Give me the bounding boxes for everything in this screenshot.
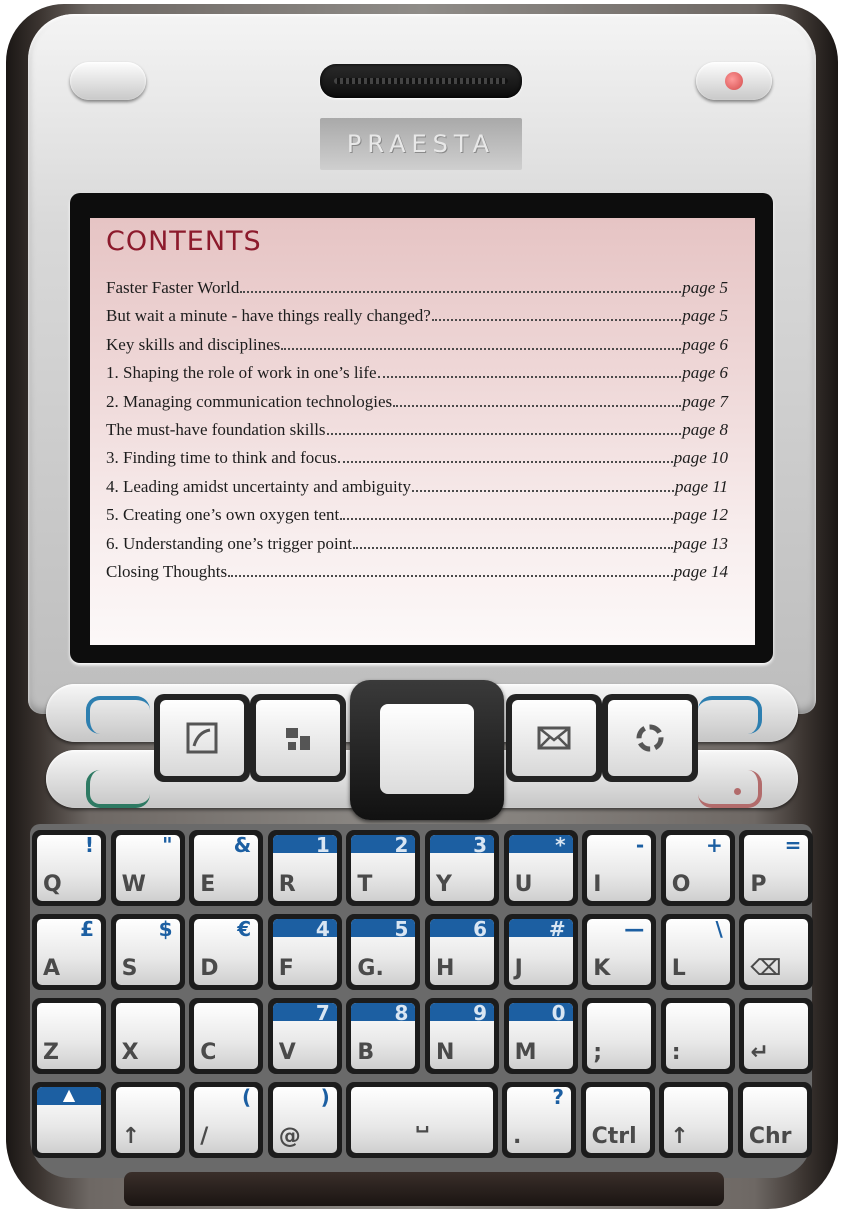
key-label: Y [436, 872, 452, 897]
key-label: E [200, 872, 216, 897]
key-label: Q [43, 872, 62, 897]
key[interactable] [111, 914, 185, 990]
toc-entry[interactable]: 4. Leading amidst uncertainty and ambiguity page 11 [106, 476, 728, 496]
key[interactable] [111, 830, 185, 906]
key-label: B [357, 1040, 375, 1065]
key-alt-label: 3 [473, 835, 487, 857]
key-label: . [513, 1124, 522, 1149]
navigation-panel [46, 680, 798, 820]
key-alt-label: 7 [315, 1003, 330, 1025]
key[interactable] [425, 830, 499, 906]
table-of-contents [106, 278, 728, 590]
key-cap [744, 919, 808, 985]
notes-icon [182, 718, 222, 758]
power-indicator-icon [725, 72, 743, 90]
key-alt-label: = [784, 835, 802, 857]
key[interactable] [582, 830, 656, 906]
mail-button[interactable] [506, 694, 602, 782]
key-cap [194, 919, 258, 985]
left-top-button[interactable] [70, 62, 146, 100]
key-label: ↑ [670, 1124, 689, 1149]
key-cap [587, 835, 651, 901]
toc-entry[interactable]: But wait a minute - have things really changed? page 5 [106, 306, 728, 326]
toc-entry[interactable]: 5. Creating one’s own oxygen tent page 12 [106, 505, 728, 525]
key[interactable] [32, 914, 106, 990]
key-label: ; [593, 1040, 602, 1065]
key[interactable] [189, 914, 263, 990]
key-cap [351, 835, 415, 901]
bottom-bezel [124, 1172, 724, 1206]
toc-entry[interactable]: 6. Understanding one’s trigger point page 13 [106, 533, 728, 553]
key[interactable] [738, 1082, 812, 1158]
key-alt-label: 6 [473, 919, 487, 941]
key-label: Z [43, 1040, 59, 1065]
key-label: F [278, 956, 294, 981]
key-cap [430, 1003, 494, 1069]
key[interactable] [661, 830, 735, 906]
key-cap [37, 1087, 101, 1153]
key[interactable] [346, 998, 420, 1074]
key[interactable] [32, 830, 106, 906]
key-label: V [278, 1040, 296, 1065]
toc-entry[interactable]: Closing Thoughts page 14 [106, 561, 728, 581]
key[interactable] [268, 914, 342, 990]
key-cap [509, 835, 573, 901]
end-call-dot [734, 788, 741, 795]
key-cap [194, 1087, 258, 1153]
qwerty-keyboard [30, 824, 812, 1178]
key[interactable] [346, 830, 420, 906]
key[interactable] [346, 1082, 498, 1158]
call-right-icon[interactable] [698, 770, 762, 808]
key-cap [430, 919, 494, 985]
key-label: W [121, 872, 146, 897]
key-label: K [593, 956, 611, 981]
key-label: ▲ [62, 1087, 76, 1104]
toc-entry[interactable]: Key skills and disciplines page 6 [106, 334, 728, 354]
settings-button[interactable] [602, 694, 698, 782]
key-label: D [200, 956, 219, 981]
menu-icon [278, 718, 318, 758]
key-label: A [43, 956, 61, 981]
key-cap [116, 835, 180, 901]
key-cap [37, 1003, 101, 1069]
key[interactable] [268, 998, 342, 1074]
key-cap [509, 919, 573, 985]
key-cap [351, 1003, 415, 1069]
key-alt-label: - [635, 835, 645, 857]
key-cap [116, 1003, 180, 1069]
key-cap [194, 835, 258, 901]
key[interactable] [32, 998, 106, 1074]
key-alt-label: $ [158, 919, 173, 941]
key-label: I [593, 872, 602, 897]
right-top-button[interactable] [696, 62, 772, 100]
key[interactable] [504, 914, 578, 990]
key-cap [116, 1087, 180, 1153]
key-cap [744, 835, 808, 901]
key-cap [587, 1003, 651, 1069]
key-alt-label: — [624, 919, 645, 941]
key-alt-label: * [555, 835, 566, 857]
key[interactable] [111, 1082, 185, 1158]
key[interactable] [504, 830, 578, 906]
key-label: C [200, 1040, 217, 1065]
toc-entry[interactable]: 2. Managing communication technologies page 7 [106, 391, 728, 411]
key[interactable] [425, 998, 499, 1074]
key-label: Ctrl [591, 1124, 637, 1149]
key[interactable] [346, 914, 420, 990]
toc-entry[interactable]: The must-have foundation skills page 8 [106, 419, 728, 439]
call-left-icon[interactable] [86, 770, 150, 808]
key[interactable] [189, 998, 263, 1074]
mail-icon [534, 718, 574, 758]
left-softkey-icon[interactable] [86, 696, 150, 734]
key-label: R [278, 872, 296, 897]
key[interactable] [189, 1082, 263, 1158]
key[interactable] [739, 830, 813, 906]
key-label: L [671, 956, 686, 981]
key-cap [743, 1087, 807, 1153]
key-label: : [671, 1040, 681, 1065]
key-cap [351, 919, 415, 985]
navigation-dpad[interactable] [350, 680, 504, 820]
key[interactable] [504, 998, 578, 1074]
key-cap [273, 835, 337, 901]
toc-entry[interactable]: 1. Shaping the role of work in one’s life page 6 [106, 363, 728, 383]
key-alt-label: & [233, 835, 252, 857]
key-alt-label: ? [552, 1087, 565, 1109]
key-alt-label: € [237, 919, 252, 941]
key-cap [744, 1003, 808, 1069]
key-cap [587, 919, 651, 985]
key-alt-label: 5 [394, 919, 409, 941]
notes-button[interactable] [154, 694, 250, 782]
key-cap [664, 1087, 728, 1153]
key[interactable] [739, 914, 813, 990]
key-alt-label: " [162, 835, 173, 857]
key[interactable] [582, 998, 656, 1074]
key-label: X [121, 1040, 139, 1065]
key-alt-label: ( [242, 1087, 252, 1109]
key-label: / [200, 1124, 209, 1149]
key-cap [37, 835, 101, 901]
key-alt-label: 8 [394, 1003, 409, 1025]
brand-logo: PRAESTA [320, 118, 522, 170]
key-alt-label: 0 [551, 1003, 566, 1025]
key-label: J [514, 956, 523, 981]
key-cap [507, 1087, 571, 1153]
menu-button[interactable] [250, 694, 346, 782]
key-cap [666, 835, 730, 901]
key[interactable] [502, 1082, 576, 1158]
key-alt-label: ) [320, 1087, 330, 1109]
key-cap [194, 1003, 258, 1069]
key[interactable] [659, 1082, 733, 1158]
key-alt-label: ! [84, 835, 94, 857]
key-cap [116, 919, 180, 985]
key-label: N [436, 1040, 455, 1065]
key-cap [666, 919, 730, 985]
key-label: O [671, 872, 691, 897]
contents-title: CONTENTS [106, 226, 262, 257]
toc-entry[interactable]: 3. Finding time to think and focus page 10 [106, 448, 728, 468]
key-label: H [436, 956, 455, 981]
right-softkey-icon[interactable] [698, 696, 762, 734]
key-cap [351, 1087, 493, 1153]
key-label: G. [357, 956, 384, 981]
key[interactable] [581, 1082, 655, 1158]
key-alt-label: # [548, 919, 566, 941]
settings-icon [630, 718, 670, 758]
key-cap [509, 1003, 573, 1069]
key-cap [273, 1087, 337, 1153]
key[interactable] [189, 830, 263, 906]
key[interactable] [268, 830, 342, 906]
key-alt-label: + [706, 835, 723, 857]
key-label: T [357, 872, 373, 897]
key-label: ⌫ [750, 956, 782, 981]
key-alt-label: 1 [315, 835, 330, 857]
key-label: ↵ [750, 1040, 769, 1065]
key-label: M [514, 1040, 537, 1065]
key-label: P [750, 872, 767, 897]
key-cap [273, 1003, 337, 1069]
key[interactable] [739, 998, 813, 1074]
key-label: ↑ [121, 1124, 141, 1149]
key[interactable] [425, 914, 499, 990]
key-cap [273, 919, 337, 985]
key[interactable] [32, 1082, 106, 1158]
key-cap [37, 919, 101, 985]
key-alt-label: 9 [473, 1003, 487, 1025]
key-alt-label: £ [80, 919, 94, 941]
key[interactable] [582, 914, 656, 990]
select-button[interactable] [380, 704, 474, 794]
key[interactable] [111, 998, 185, 1074]
key-cap [586, 1087, 650, 1153]
key-alt-label: 4 [315, 919, 330, 941]
key-cap [666, 1003, 730, 1069]
key-alt-label: 2 [394, 835, 409, 857]
earpiece-speaker [320, 64, 522, 98]
screen [90, 218, 755, 645]
key-label: Chr [748, 1124, 792, 1149]
key[interactable] [661, 914, 735, 990]
key-cap [430, 835, 494, 901]
key[interactable] [661, 998, 735, 1074]
key-label: ␣ [415, 1109, 430, 1133]
key-label: U [514, 872, 533, 897]
key-label: @ [278, 1124, 301, 1149]
key-alt-label: \ [715, 919, 723, 941]
key[interactable] [268, 1082, 342, 1158]
key-label: S [121, 956, 138, 981]
toc-entry[interactable]: Faster Faster World page 5 [106, 278, 728, 297]
